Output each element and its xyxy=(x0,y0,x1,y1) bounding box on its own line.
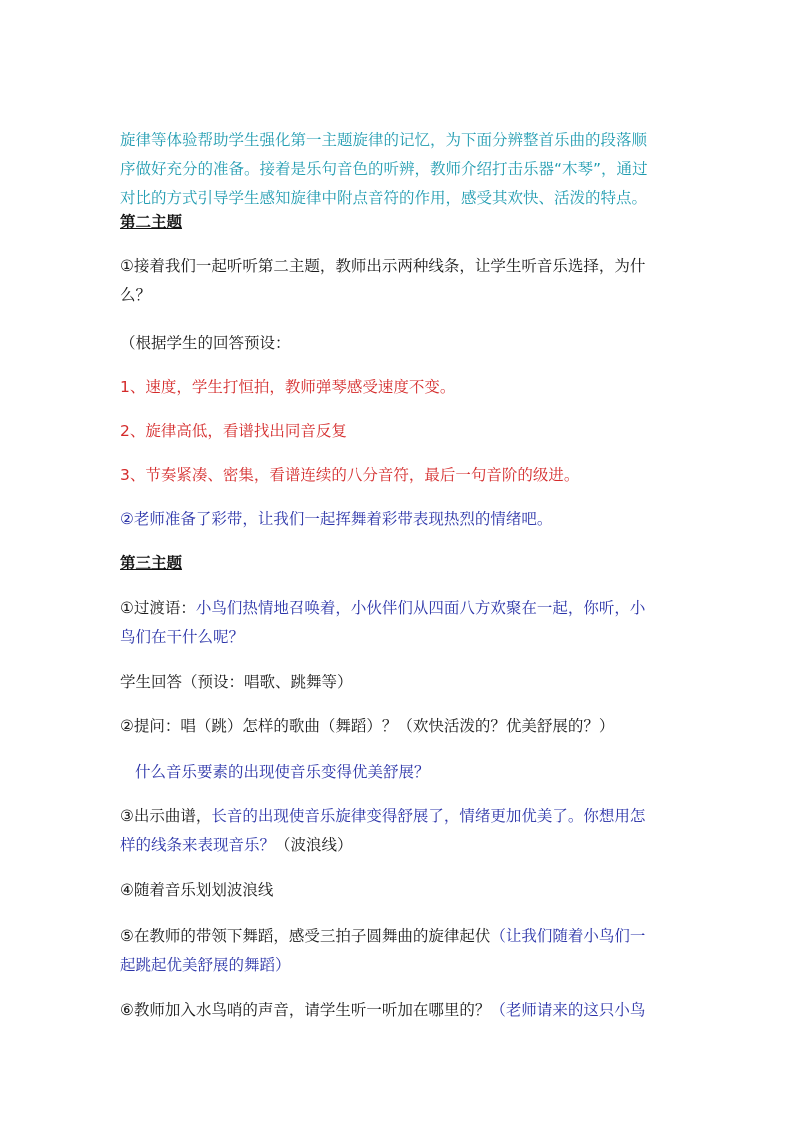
section3-question: 什么音乐要素的出现使音乐变得优美舒展？ xyxy=(135,763,430,781)
section2-answer-2: 2、旋律高低，看谱找出同音反复 xyxy=(120,422,347,440)
section3-item2: ②提问：唱（跳）怎样的歌曲（舞蹈）？（欢快活泼的？优美舒展的？） xyxy=(120,717,615,735)
section3-item3-text: 长音的出现使音乐旋律变得舒展了，情绪更加优美了。你想用怎 xyxy=(211,807,646,825)
section3-item3-line2 xyxy=(120,835,353,855)
section2-presupposition: （根据学生的回答预设： xyxy=(120,334,291,352)
section3-student-answer: 学生回答（预设：唱歌、跳舞等） xyxy=(120,673,353,691)
section3-item6-line1 xyxy=(120,1000,645,1020)
section2-item1-line2: 么？ xyxy=(120,286,152,304)
section3-item5-note: （让我们随着小鸟们一 xyxy=(490,927,646,945)
section2-item1-line1: ①接着我们一起听听第二主题，教师出示两种线条，让学生听音乐选择，为什 xyxy=(120,257,646,275)
section3-item3-prefix: ③出示曲谱， xyxy=(120,807,212,825)
section3-item4: ④随着音乐划划波浪线 xyxy=(120,881,274,899)
section2-title: 第二主题 xyxy=(120,213,183,231)
intro-line-2: 序做好充分的准备。接着是乐句音色的听辨，教师介绍打击乐器“木琴”，通过 xyxy=(120,160,648,178)
section3-item1-line1 xyxy=(120,598,645,618)
section3-title: 第三主题 xyxy=(120,554,183,572)
section2-answer-3: 3、节奏紧凑、密集，看谱连续的八分音符，最后一句音阶的级进。 xyxy=(120,466,580,484)
section2-item2: ②老师准备了彩带，让我们一起挥舞着彩带表现热烈的情绪吧。 xyxy=(120,510,553,528)
intro-line-1: 旋律等体验帮助学生强化第一主题旋律的记忆，为下面分辨整首乐曲的段落顺 xyxy=(120,131,648,149)
section3-item3-line2-blue: 样的线条来表现音乐？ xyxy=(120,836,276,854)
section3-item5-line1 xyxy=(120,926,645,946)
section3-item1-prefix: ①过渡语： xyxy=(120,599,196,617)
section3-item1-line2: 鸟们在干什么呢？ xyxy=(120,628,245,646)
section3-item6-text: ⑥教师加入水鸟哨的声音，请学生听一听加在哪里的？ xyxy=(120,1001,491,1019)
section2-answer-1: 1、速度，学生打恒拍，教师弹琴感受速度不变。 xyxy=(120,378,456,396)
section3-item5-line2: 起跳起优美舒展的舞蹈） xyxy=(120,956,291,974)
section3-item1-text: 小鸟们热情地召唤着，小伙伴们从四面八方欢聚在一起，你听，小 xyxy=(195,599,646,617)
section3-item5-text: ⑤在教师的带领下舞蹈，感受三拍子圆舞曲的旋律起伏 xyxy=(120,927,491,945)
section3-item3-line2-black: （波浪线） xyxy=(275,836,353,854)
section3-item6-note: （老师请来的这只小鸟 xyxy=(490,1001,646,1019)
section3-item3-line1 xyxy=(120,806,645,826)
intro-line-3: 对比的方式引导学生感知旋律中附点音符的作用，感受其欢快、活泼的特点。 xyxy=(120,189,648,207)
